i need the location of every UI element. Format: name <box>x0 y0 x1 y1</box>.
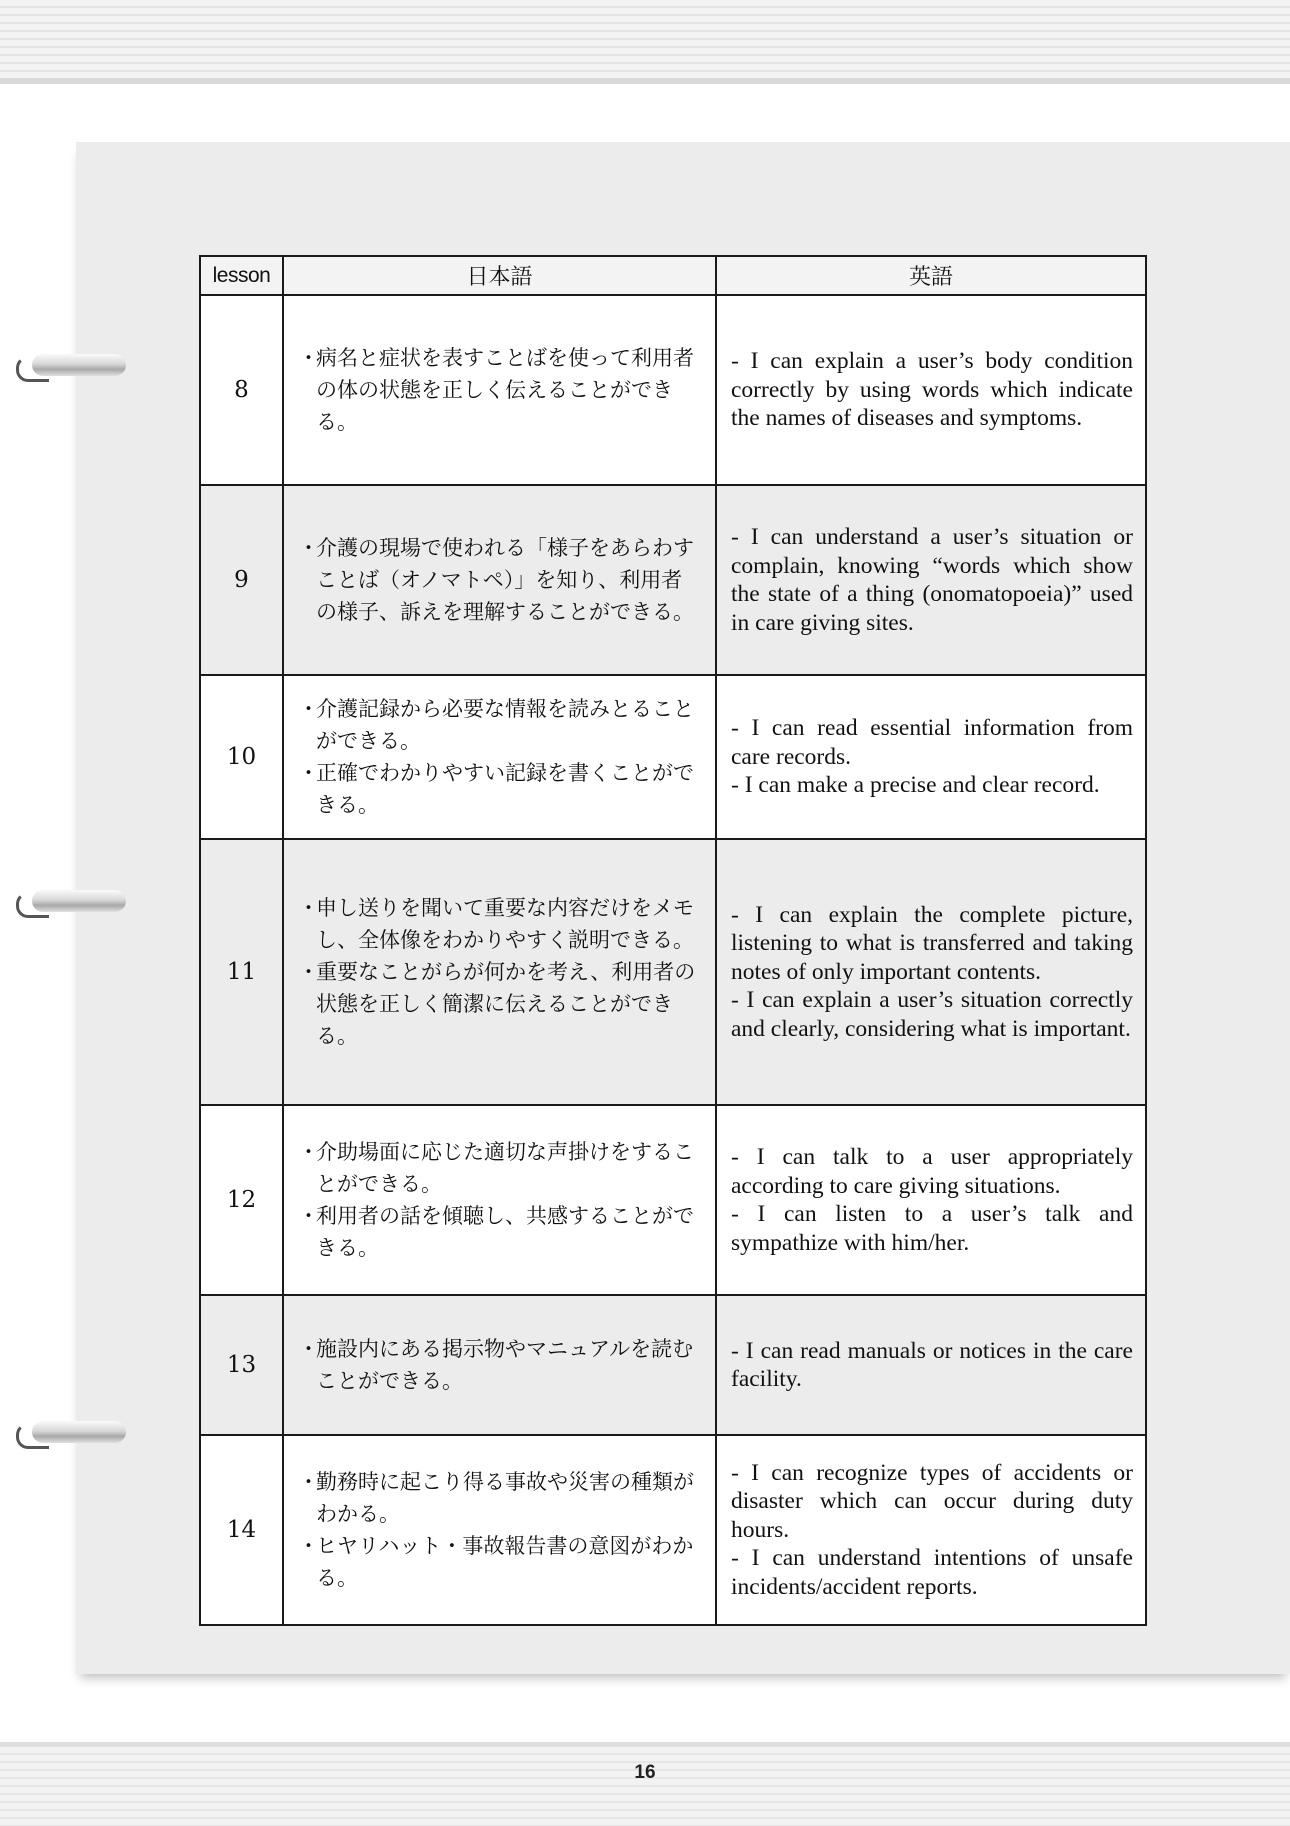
binder-ring-icon <box>14 1417 126 1447</box>
lesson-number: 12 <box>200 1105 283 1295</box>
lesson-number: 9 <box>200 485 283 675</box>
lesson-number: 8 <box>200 295 283 485</box>
table-row <box>200 839 1146 1105</box>
japanese-goal-text: 施設内にある掲示物やマニュアルを読むことができる。 <box>316 1337 694 1393</box>
lesson-number: 11 <box>200 839 283 1105</box>
table-body <box>200 295 1146 1625</box>
bullet-icon: ・ <box>298 960 319 984</box>
table-row <box>200 295 1146 485</box>
table-row <box>200 675 1146 839</box>
bullet-icon: ・ <box>298 1204 319 1228</box>
japanese-goal-item <box>298 757 703 821</box>
english-goal-text: - I can understand intentions of unsafe incidents/accident reports. <box>731 1545 1133 1600</box>
japanese-goal-text: 正確でわかりやすい記録を書くことができる。 <box>316 761 694 817</box>
header-japanese: 日本語 <box>283 256 716 295</box>
japanese-goals-cell <box>283 1295 716 1435</box>
bullet-icon: ・ <box>298 1140 319 1164</box>
english-goals-cell <box>716 295 1146 485</box>
japanese-goals-cell <box>283 1105 716 1295</box>
table-row <box>200 1435 1146 1625</box>
japanese-goal-text: 介護記録から必要な情報を読みとることができる。 <box>316 697 694 753</box>
japanese-goals-cell <box>283 295 716 485</box>
japanese-goal-item <box>298 1466 703 1530</box>
english-goal-text: - I can read manuals or notices in the care facility. <box>731 1337 1133 1392</box>
english-goal-text: - I can listen to a user’s talk and sympathize with him/her. <box>731 1201 1133 1256</box>
lesson-number: 14 <box>200 1435 283 1625</box>
japanese-goal-item <box>298 956 703 1052</box>
english-goal-text: - I can talk to a user appropriately according to care giving situations. <box>731 1144 1133 1199</box>
japanese-goal-item <box>298 892 703 956</box>
bullet-icon: ・ <box>298 896 319 920</box>
japanese-goal-text: 介助場面に応じた適切な声掛けをすることができる。 <box>316 1140 694 1196</box>
bullet-icon: ・ <box>298 1337 319 1361</box>
english-goals-cell <box>716 485 1146 675</box>
english-goal-text: - I can understand a user’s situation or complain, knowing “words which show the state of a thing (onomatopoeia)” used in care giving sites. <box>731 524 1133 636</box>
top-decorative-band <box>0 0 1290 84</box>
japanese-goal-text: ヒヤリハット・事故報告書の意図がわかる。 <box>316 1534 694 1590</box>
lesson-number: 13 <box>200 1295 283 1435</box>
header-english: 英語 <box>716 256 1146 295</box>
english-goal-text: - I can read essential information from care records. <box>731 715 1133 770</box>
lesson-number: 10 <box>200 675 283 839</box>
bullet-icon: ・ <box>298 1534 319 1558</box>
english-goal-text: - I can recognize types of accidents or disaster which can occur during duty hours. <box>731 1459 1133 1543</box>
english-goal-text: - I can make a precise and clear record. <box>731 772 1100 799</box>
english-goal-text: - I can explain a user’s situation correctly and clearly, considering what is important. <box>731 987 1133 1042</box>
binder-ring-icon <box>14 350 126 380</box>
english-goal-text: - I can explain a user’s body condition correctly by using words which indicate the names of diseases and symptoms. <box>731 348 1133 432</box>
table-row <box>200 1295 1146 1435</box>
header-lesson: lesson <box>200 256 283 295</box>
japanese-goal-item <box>298 1530 703 1594</box>
japanese-goal-text: 申し送りを聞いて重要な内容だけをメモし、全体像をわかりやすく説明できる。 <box>316 896 694 952</box>
japanese-goal-item <box>298 342 703 438</box>
english-goals-cell <box>716 839 1146 1105</box>
binder-ring-icon <box>14 886 126 916</box>
lesson-goals-table <box>199 255 1147 1626</box>
japanese-goal-item <box>298 1200 703 1264</box>
japanese-goal-text: 勤務時に起こり得る事故や災害の種類がわかる。 <box>316 1470 694 1526</box>
japanese-goals-cell <box>283 675 716 839</box>
english-goal-text: - I can explain the complete picture, listening to what is transferred and taking notes of only important contents. <box>731 901 1133 985</box>
bullet-icon: ・ <box>298 761 319 785</box>
table-row <box>200 1105 1146 1295</box>
japanese-goals-cell <box>283 485 716 675</box>
japanese-goal-text: 重要なことがらが何かを考え、利用者の状態を正しく簡潔に伝えることができる。 <box>316 960 696 1048</box>
japanese-goals-cell <box>283 839 716 1105</box>
japanese-goal-text: 介護の現場で使われる「様子をあらわすことば（オノマトペ）」を知り、利用者の様子、訴えを理解することができる。 <box>316 536 694 624</box>
japanese-goal-text: 病名と症状を表すことばを使って利用者の体の状態を正しく伝えることができる。 <box>316 346 694 434</box>
english-goals-cell <box>716 1295 1146 1435</box>
japanese-goal-item <box>298 1136 703 1200</box>
bullet-icon: ・ <box>298 536 319 560</box>
page-number: 16 <box>634 1762 656 1783</box>
japanese-goal-item <box>298 693 703 757</box>
bullet-icon: ・ <box>298 346 319 370</box>
table-row <box>200 485 1146 675</box>
english-goals-cell <box>716 675 1146 839</box>
japanese-goals-cell <box>283 1435 716 1625</box>
japanese-goal-item <box>298 532 703 628</box>
table-header-row <box>200 256 1146 295</box>
english-goals-cell <box>716 1435 1146 1625</box>
japanese-goal-item <box>298 1333 703 1397</box>
bullet-icon: ・ <box>298 697 319 721</box>
bottom-decorative-band <box>0 1742 1290 1826</box>
bullet-icon: ・ <box>298 1470 319 1494</box>
japanese-goal-text: 利用者の話を傾聴し、共感することができる。 <box>316 1204 694 1260</box>
english-goals-cell <box>716 1105 1146 1295</box>
